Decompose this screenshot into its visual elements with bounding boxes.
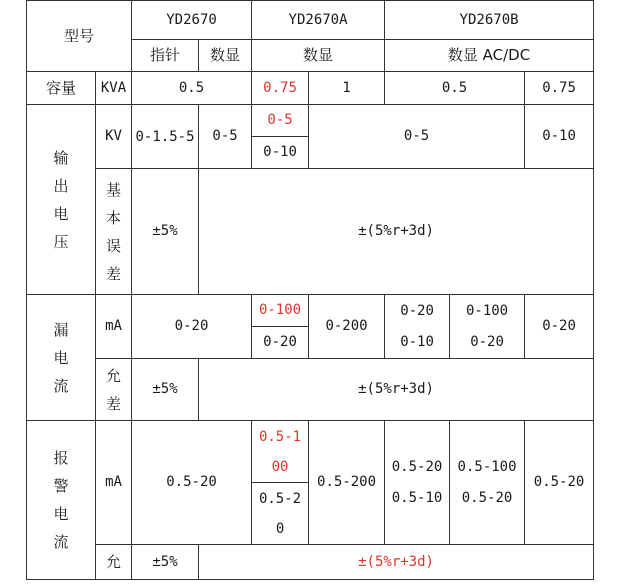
leakage-current-a-top: 0-100 (252, 295, 309, 327)
model-yd2670b: YD2670B (385, 1, 594, 40)
basic-error-pointer: ±5% (132, 169, 199, 295)
alarm-current-a-bottom: 0.5-20 (252, 483, 309, 545)
sub-pointer: 指针 (132, 40, 199, 72)
output-voltage-pointer: 0-1.5-5 (132, 105, 199, 169)
basic-error-digital: ±(5%r+3d) (199, 169, 594, 295)
output-voltage-unit: KV (96, 105, 132, 169)
alarm-current-yd2670: 0.5-20 (132, 421, 252, 545)
model-yd2670: YD2670 (132, 1, 252, 40)
leakage-current-b1: 0-20 0-10 (385, 295, 450, 359)
alarm-allowance-digital: ±(5%r+3d) (199, 545, 594, 580)
alarm-allowance-pointer: ±5% (132, 545, 199, 580)
alarm-current-b1: 0.5-20 0.5-10 (385, 421, 450, 545)
capacity-unit: KVA (96, 72, 132, 105)
spec-table (26, 0, 594, 580)
capacity-yd2670b-1: 0.5 (385, 72, 525, 105)
alarm-current-a-200: 0.5-200 (309, 421, 385, 545)
leakage-allowance-digital: ±(5%r+3d) (199, 359, 594, 421)
leakage-current-a-bottom: 0-20 (252, 327, 309, 359)
leakage-current-label: 漏电流 (27, 295, 96, 421)
leakage-current-b2: 0-100 0-20 (450, 295, 525, 359)
alarm-current-unit: mA (96, 421, 132, 545)
alarm-current-b2: 0.5-100 0.5-20 (450, 421, 525, 545)
leakage-allowance-pointer: ±5% (132, 359, 199, 421)
output-voltage-a-bottom: 0-10 (252, 137, 309, 169)
capacity-yd2670b-2: 0.75 (525, 72, 594, 105)
output-voltage-mid: 0-5 (309, 105, 525, 169)
leakage-current-b3: 0-20 (525, 295, 594, 359)
alarm-current-b3: 0.5-20 (525, 421, 594, 545)
basic-error-label: 基本误差 (96, 169, 132, 295)
output-voltage-digital: 0-5 (199, 105, 252, 169)
output-voltage-a-top: 0-5 (252, 105, 309, 137)
capacity-yd2670a-2: 1 (309, 72, 385, 105)
capacity-yd2670: 0.5 (132, 72, 252, 105)
output-voltage-label: 输出电压 (27, 105, 96, 295)
leakage-allowance-label: 允差 (96, 359, 132, 421)
sub-digital: 数显 (199, 40, 252, 72)
sub-digital-acdc: 数显 AC/DC (385, 40, 594, 72)
capacity-yd2670a-1: 0.75 (252, 72, 309, 105)
model-header: 型号 (27, 1, 132, 72)
leakage-current-yd2670: 0-20 (132, 295, 252, 359)
leakage-current-a-200: 0-200 (309, 295, 385, 359)
capacity-label: 容量 (27, 72, 96, 105)
output-voltage-last: 0-10 (525, 105, 594, 169)
sub-digital-a: 数显 (252, 40, 385, 72)
alarm-allowance-label: 允 (96, 545, 132, 580)
model-yd2670a: YD2670A (252, 1, 385, 40)
leakage-current-unit: mA (96, 295, 132, 359)
alarm-current-a-top: 0.5-100 (252, 421, 309, 483)
alarm-current-label: 报警电流 (27, 421, 96, 580)
